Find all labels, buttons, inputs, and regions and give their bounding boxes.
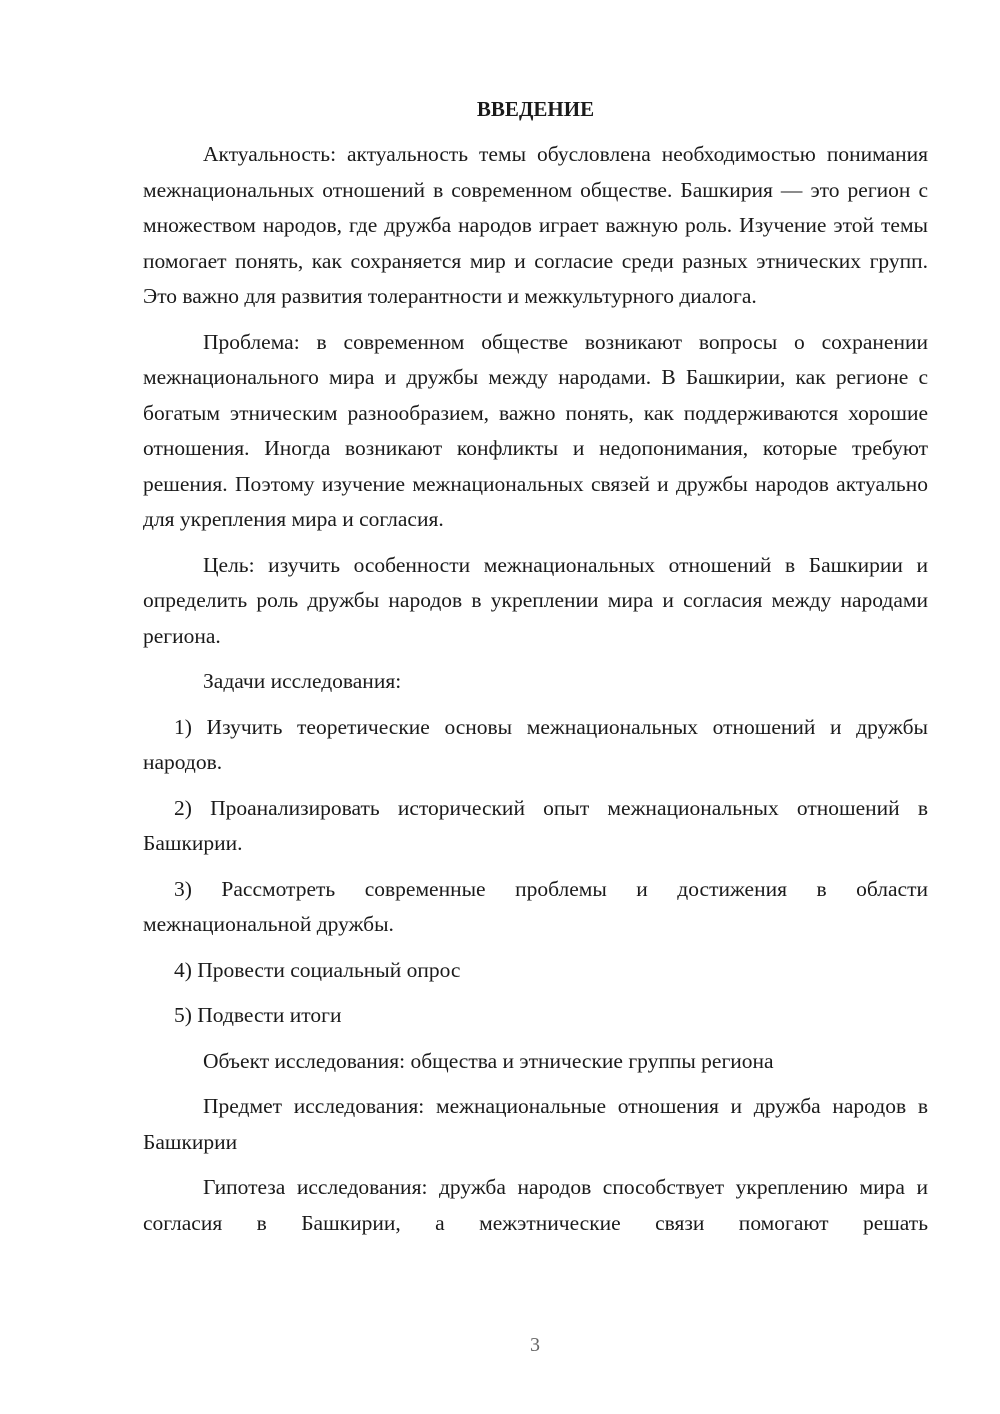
page-number: 3 [530,1334,540,1356]
task-item-3: 3) Рассмотреть современные проблемы и достижения в области межнациональной дружбы. [143,876,928,936]
task-item-2: 2) Проанализировать исторический опыт межнациональных отношений в Башкирии. [143,795,928,855]
task-item-4: 4) Провести социальный опрос [174,957,461,982]
task-item-1: 1) Изучить теоретические основы межнациональных отношений и дружбы народов. [143,714,928,774]
task-item-5: 5) Подвести итоги [174,1003,342,1027]
paragraph-subject: Предмет исследования: межнациональные отношения и дружба народов в Башкирии [143,1094,928,1154]
paragraph-tasks-heading: Задачи исследования: [203,669,402,693]
paragraph-object: Объект исследования: общества и этнические группы региона [203,1048,774,1073]
paragraph-relevance: Актуальность: актуальность темы обусловлена необходимостью понимания межнациональных отношений в современном обществе. Башкирия — это регион с множеством народов, где дружба народов играет важную роль. Изучение этой темы помогает понять, как сохраняется мир и согласие среди разных этнических групп. Это важно для развития толерантности и межкультурного диалога. [143,142,928,308]
paragraph-goal: Цель: изучить особенности межнациональных отношений в Башкирии и определить роль дружбы народов в укреплении мира и согласия между народами региона. [143,552,928,648]
paragraph-problem: Проблема: в современном обществе возникают вопросы о сохранении межнационального мира и дружбы между народами. В Башкирии, как регионе с богатым этническим разнообразием, важно понять, как поддерживаются хорошие отношения. Иногда возникают конфликты и недопонимания, которые требуют решения. Поэтому изучение межнациональных связей и дружбы народов актуально для укрепления мира и согласия. [143,329,928,531]
paragraph-hypothesis: Гипотеза исследования: дружба народов способствует укреплению мира и согласия в Башкирии, а межэтнические связи помогают решать [143,1175,928,1235]
document-page [143,92,928,1251]
section-title: ВВЕДЕНИЕ [476,97,595,121]
